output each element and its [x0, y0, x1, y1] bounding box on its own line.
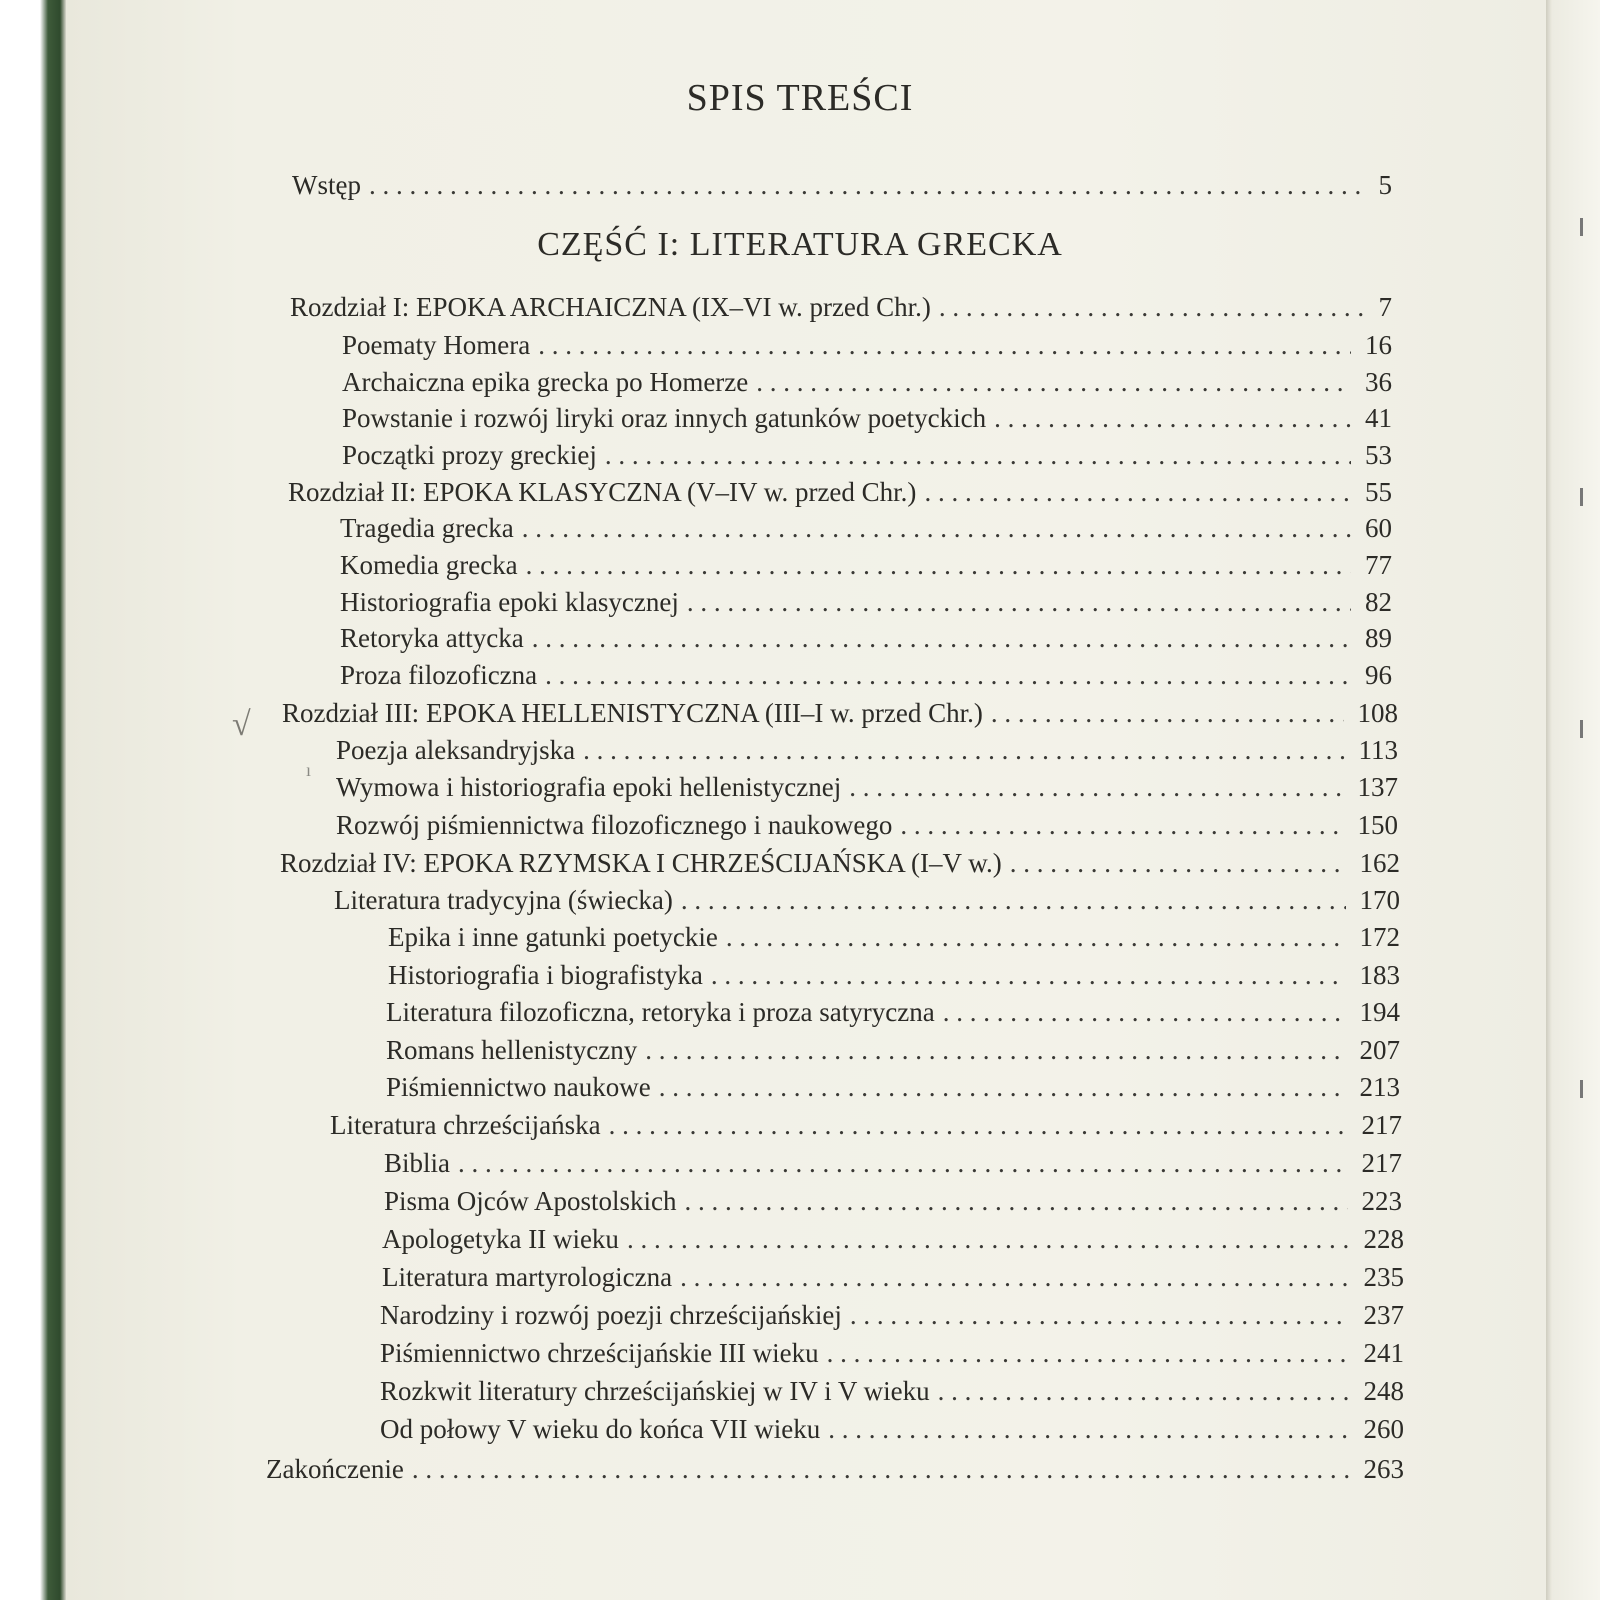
page-edge-mark — [1580, 488, 1583, 506]
dot-leader — [900, 810, 1343, 841]
toc-entry — [280, 848, 1400, 884]
toc-entry — [382, 1224, 1404, 1260]
toc-entry — [292, 170, 1392, 206]
toc-entry — [388, 922, 1400, 958]
toc-entry — [386, 1072, 1400, 1108]
toc-page-number: 89 — [1365, 623, 1392, 653]
dot-leader — [685, 1186, 1348, 1217]
toc-entry-title: Rozkwit literatury chrześcijańskiej w IV i V wieku — [380, 1376, 930, 1406]
toc-page-number: 260 — [1363, 1414, 1404, 1444]
toc-page-number: 228 — [1363, 1224, 1404, 1254]
dot-leader — [1010, 848, 1346, 879]
toc-entry-title: Poezja aleksandryjska — [336, 735, 576, 765]
pencil-tick-annotation: ı — [306, 760, 312, 780]
toc-page-number: 53 — [1365, 440, 1392, 470]
toc-entry — [384, 1186, 1402, 1222]
dot-leader — [849, 772, 1343, 803]
toc-entry-title: Archaiczna epika grecka po Homerze — [342, 367, 749, 397]
dot-leader — [991, 698, 1344, 729]
toc-entry — [288, 477, 1392, 513]
toc-page-number: 113 — [1358, 735, 1398, 765]
dot-leader — [522, 513, 1351, 544]
toc-entry — [290, 292, 1392, 328]
page-edge-mark — [1580, 1080, 1583, 1098]
dot-leader — [458, 1148, 1348, 1179]
toc-entry — [336, 810, 1398, 846]
toc-entry — [380, 1338, 1404, 1374]
toc-entry — [388, 960, 1400, 996]
toc-page-number: 36 — [1365, 367, 1392, 397]
toc-page-number: 55 — [1365, 477, 1392, 507]
toc-page-number: 172 — [1359, 922, 1400, 952]
toc-entry-title: Rozwój piśmiennictwa filozoficznego i naukowego — [336, 810, 893, 840]
dot-leader — [711, 960, 1346, 991]
toc-page-number: 213 — [1359, 1072, 1400, 1102]
toc-entry-title: Powstanie i rozwój liryki oraz innych gatunków poetyckich — [342, 403, 987, 433]
dot-leader — [827, 1338, 1350, 1369]
toc-entry-title: Romans hellenistyczny — [386, 1035, 638, 1065]
dot-leader — [939, 292, 1365, 323]
dot-leader — [532, 623, 1351, 654]
toc-entry-title: Piśmiennictwo naukowe — [386, 1072, 651, 1102]
dot-leader — [659, 1072, 1346, 1103]
toc-entry — [342, 403, 1392, 439]
toc-page-number: 223 — [1361, 1186, 1402, 1216]
toc-entry-title: Apologetyka II wieku — [382, 1224, 619, 1254]
toc-entry-title: Komedia grecka — [340, 550, 518, 580]
toc-page-number: 170 — [1359, 885, 1400, 915]
toc-entry-title: Historiografia epoki klasycznej — [340, 587, 679, 617]
toc-page-number: 241 — [1363, 1338, 1404, 1368]
dot-leader — [850, 1300, 1350, 1331]
toc-entry — [380, 1414, 1404, 1450]
toc-entry — [336, 735, 1398, 771]
toc-page-number: 207 — [1359, 1035, 1400, 1065]
dot-leader — [681, 885, 1346, 916]
toc-entry — [340, 550, 1392, 586]
dot-leader — [545, 660, 1351, 691]
toc-entry — [282, 698, 1398, 734]
toc-entry-title: Literatura tradycyjna (świecka) — [334, 885, 673, 915]
toc-page-number: 96 — [1365, 660, 1392, 690]
dot-leader — [538, 330, 1351, 361]
toc-page-number: 137 — [1357, 772, 1398, 802]
dot-leader — [828, 1414, 1349, 1445]
toc-entry-title: Początki prozy greckiej — [342, 440, 597, 470]
toc-entry — [342, 440, 1392, 476]
part-heading: CZĘŚĆ I: LITERATURA GRECKA — [537, 226, 1063, 263]
dot-leader — [943, 997, 1346, 1028]
toc-page-number: 194 — [1359, 997, 1400, 1027]
dot-leader — [687, 587, 1351, 618]
toc-entry — [340, 623, 1392, 659]
toc-entry-title: Zakończenie — [266, 1454, 404, 1484]
toc-entry-title: Pisma Ojców Apostolskich — [384, 1186, 677, 1216]
check-mark-annotation: √ — [232, 706, 251, 743]
toc-entry-title: Historiografia i biografistyka — [388, 960, 703, 990]
toc-page-number: 77 — [1365, 550, 1392, 580]
toc-entry-title: Rozdział II: EPOKA KLASYCZNA (V–IV w. przed Chr.) — [288, 477, 917, 507]
toc-entry-title: Tragedia grecka — [340, 513, 514, 543]
toc-entry — [380, 1300, 1404, 1336]
toc-entry-title: Wymowa i historiografia epoki hellenistycznej — [336, 772, 842, 802]
toc-page-number: 248 — [1363, 1376, 1404, 1406]
dot-leader — [369, 170, 1365, 201]
toc-entry — [340, 513, 1392, 549]
toc-page-number: 217 — [1361, 1148, 1402, 1178]
toc-entry — [340, 587, 1392, 623]
dot-leader — [680, 1262, 1349, 1293]
toc-entry — [382, 1262, 1404, 1298]
toc-entry — [266, 1454, 1404, 1490]
dot-leader — [756, 367, 1351, 398]
toc-page-number: 108 — [1357, 698, 1398, 728]
toc-page-number: 263 — [1363, 1454, 1404, 1484]
dot-leader — [627, 1224, 1350, 1255]
toc-entry-title: Epika i inne gatunki poetyckie — [388, 922, 718, 952]
toc-entry — [386, 997, 1400, 1033]
toc-page-number: 150 — [1357, 810, 1398, 840]
toc-entry-title: Rozdział I: EPOKA ARCHAICZNA (IX–VI w. przed Chr.) — [290, 292, 931, 322]
toc-entry — [342, 367, 1392, 403]
toc-page-number: 16 — [1365, 330, 1392, 360]
dot-leader — [938, 1376, 1350, 1407]
dot-leader — [924, 477, 1351, 508]
toc-page-number: 41 — [1365, 403, 1392, 433]
toc-entry-title: Narodziny i rozwój poezji chrześcijańskiej — [380, 1300, 842, 1330]
toc-entry — [384, 1148, 1402, 1184]
toc-entry-title: Literatura martyrologiczna — [382, 1262, 673, 1292]
dot-leader — [412, 1454, 1350, 1485]
toc-entry — [380, 1376, 1404, 1412]
toc-page-number: 237 — [1363, 1300, 1404, 1330]
toc-entry-title: Poematy Homera — [342, 330, 531, 360]
toc-entry — [330, 1110, 1402, 1146]
toc-page-number: 162 — [1359, 848, 1400, 878]
toc-entry-title: Proza filozoficzna — [340, 660, 538, 690]
dot-leader — [526, 550, 1351, 581]
dot-leader — [583, 735, 1344, 766]
dot-leader — [726, 922, 1346, 953]
toc-entry-title: Literatura filozoficzna, retoryka i proza satyryczna — [386, 997, 935, 1027]
toc-entry-title: Piśmiennictwo chrześcijańskie III wieku — [380, 1338, 819, 1368]
toc-entry — [342, 330, 1392, 366]
toc-entry — [340, 660, 1392, 696]
toc-entry-title: Rozdział III: EPOKA HELLENISTYCZNA (III–I w. przed Chr.) — [282, 698, 983, 728]
toc-entry-title: Wstęp — [292, 170, 361, 200]
toc-page-number: 183 — [1359, 960, 1400, 990]
toc-entry-title: Literatura chrześcijańska — [330, 1110, 601, 1140]
toc-entry — [336, 772, 1398, 808]
dot-leader — [609, 1110, 1348, 1141]
page-edge-mark — [1580, 720, 1583, 738]
dot-leader — [645, 1035, 1345, 1066]
toc-page-number: 5 — [1378, 170, 1392, 200]
toc-entry — [334, 885, 1400, 921]
dot-leader — [605, 440, 1351, 471]
toc-entry-title: Od połowy V wieku do końca VII wieku — [380, 1414, 821, 1444]
toc-page-number: 217 — [1361, 1110, 1402, 1140]
toc-page-number: 235 — [1363, 1262, 1404, 1292]
toc-page-number: 7 — [1378, 292, 1392, 322]
toc-entry-title: Biblia — [384, 1148, 450, 1178]
toc-entry — [386, 1035, 1400, 1071]
page-title: SPIS TREŚCI — [686, 77, 914, 119]
dot-leader — [994, 403, 1351, 434]
toc-page-number: 82 — [1365, 587, 1392, 617]
toc-page-number: 60 — [1365, 513, 1392, 543]
toc-entry-title: Rozdział IV: EPOKA RZYMSKA I CHRZEŚCIJAŃSKA (I–V w.) — [280, 848, 1002, 878]
toc-entry-title: Retoryka attycka — [340, 623, 524, 653]
